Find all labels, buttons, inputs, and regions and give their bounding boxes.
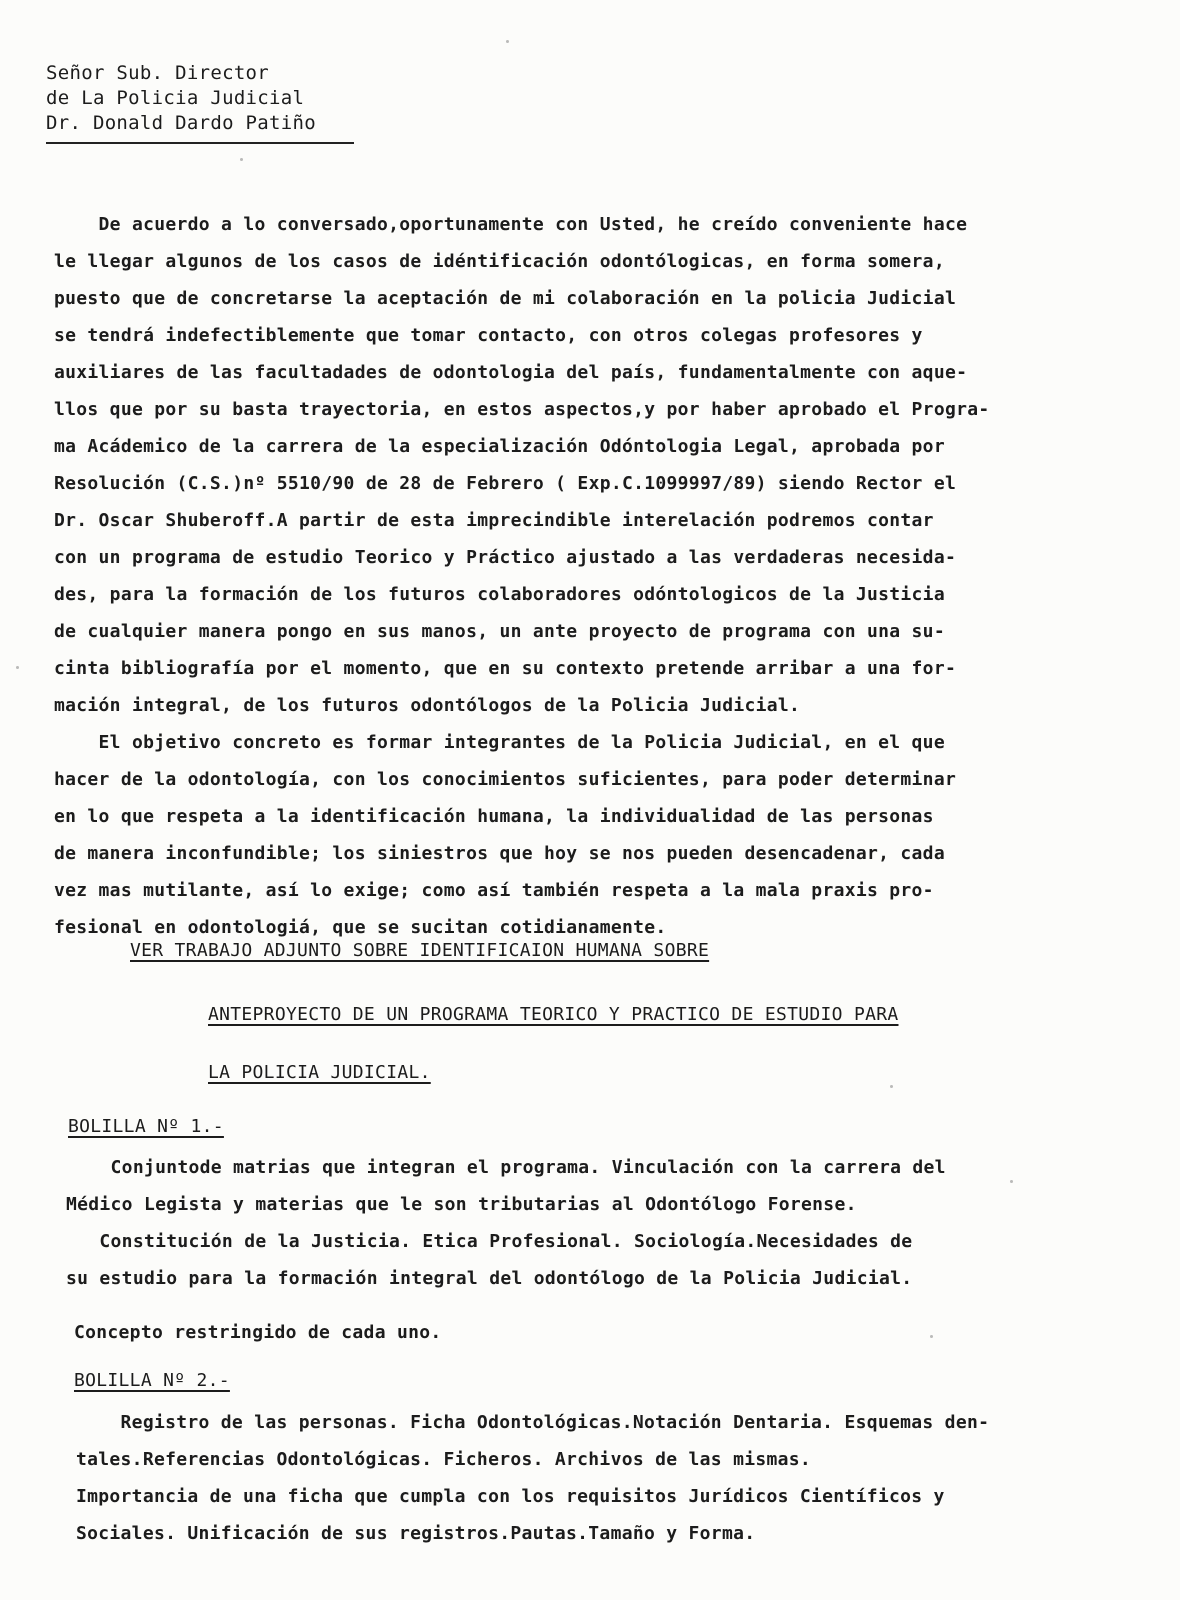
bolilla-1-line: Conjuntode matrias que integran el programa. Vinculación con la carrera del <box>66 1157 946 1178</box>
scan-speck <box>890 1085 893 1088</box>
ver-trabajo-note: VER TRABAJO ADJUNTO SOBRE IDENTIFICAION HUMANA SOBRE <box>130 940 710 961</box>
scan-speck <box>240 158 243 161</box>
addressee-line-3: Dr. Donald Dardo Patiño <box>46 112 316 134</box>
body-line: en lo que respeta a la identificación humana, la individualidad de las personas <box>54 806 934 827</box>
bolilla-1-heading: BOLILLA Nº 1.- <box>68 1116 224 1137</box>
addressee-line-2: de La Policia Judicial <box>46 87 305 109</box>
body-line: vez mas mutilante, así lo exige; como así también respeta a la mala praxis pro- <box>54 880 934 901</box>
body-line: le llegar algunos de los casos de idéntificación odontólogicas, en forma somera, <box>54 251 945 272</box>
body-line: llos que por su basta trayectoria, en estos aspectos,y por haber aprobado el Progra- <box>54 399 990 420</box>
body-line: Resolución (C.S.)nº 5510/90 de 28 de Febrero ( Exp.C.1099997/89) siendo Rector el <box>54 473 957 494</box>
body-line: de cualquier manera pongo en sus manos, un ante proyecto de programa con una su- <box>54 621 945 642</box>
bolilla-1-line: su estudio para la formación integral del odontólogo de la Policia Judicial. <box>66 1268 913 1289</box>
program-title-line-2: LA POLICIA JUDICIAL. <box>208 1062 431 1083</box>
addressee-line-1: Señor Sub. Director <box>46 62 270 84</box>
bolilla-1-line: Concepto restringido de cada uno. <box>74 1322 442 1343</box>
body-line: fesional en odontologiá, que se sucitan cotidianamente. <box>54 917 667 938</box>
body-line: de manera inconfundible; los siniestros que hoy se nos pueden desencadenar, cada <box>54 843 945 864</box>
program-title-line-1: ANTEPROYECTO DE UN PROGRAMA TEORICO Y PRACTICO DE ESTUDIO PARA <box>208 1004 899 1025</box>
body-line: auxiliares de las facultadades de odontologia del país, fundamentalmente con aque- <box>54 362 968 383</box>
body-line: El objetivo concreto es formar integrantes de la Policia Judicial, en el que <box>54 732 945 753</box>
body-line: De acuerdo a lo conversado,oportunamente con Usted, he creído conveniente hace <box>54 214 968 235</box>
bolilla-1-line: Constitución de la Justicia. Etica Profesional. Sociología.Necesidades de <box>66 1231 913 1252</box>
body-line: con un programa de estudio Teorico y Práctico ajustado a las verdaderas necesida- <box>54 547 957 568</box>
bolilla-2-line: Registro de las personas. Ficha Odontológicas.Notación Dentaria. Esquemas den- <box>76 1412 990 1433</box>
body-line: mación integral, de los futuros odontólogos de la Policia Judicial. <box>54 695 801 716</box>
body-line: Dr. Oscar Shuberoff.A partir de esta imprecindible interelación podremos contar <box>54 510 934 531</box>
bolilla-1-line: Médico Legista y materias que le son tributarias al Odontólogo Forense. <box>66 1194 857 1215</box>
scan-speck <box>930 1335 933 1338</box>
body-line: hacer de la odontología, con los conocimientos suficientes, para poder determinar <box>54 769 957 790</box>
body-line: des, para la formación de los futuros colaboradores odóntologicos de la Justicia <box>54 584 945 605</box>
bolilla-2-line: Importancia de una ficha que cumpla con los requisitos Jurídicos Científicos y <box>76 1486 945 1507</box>
body-line: se tendrá indefectiblemente que tomar contacto, con otros colegas profesores y <box>54 325 923 346</box>
bolilla-2-heading: BOLILLA Nº 2.- <box>74 1370 230 1391</box>
scan-speck <box>16 666 19 669</box>
body-line: ma Acádemico de la carrera de la especialización Odóntologia Legal, aprobada por <box>54 436 945 457</box>
body-line: cinta bibliografía por el momento, que en su contexto pretende arribar a una for- <box>54 658 957 679</box>
bolilla-2-line: Sociales. Unificación de sus registros.Pautas.Tamaño y Forma. <box>76 1523 756 1544</box>
scan-speck <box>1010 1180 1013 1183</box>
addressee-underline <box>46 142 354 144</box>
bolilla-2-line: tales.Referencias Odontológicas. Ficheros. Archivos de las mismas. <box>76 1449 812 1470</box>
body-line: puesto que de concretarse la aceptación de mi colaboración en la policia Judicial <box>54 288 957 309</box>
scan-speck <box>506 40 509 43</box>
